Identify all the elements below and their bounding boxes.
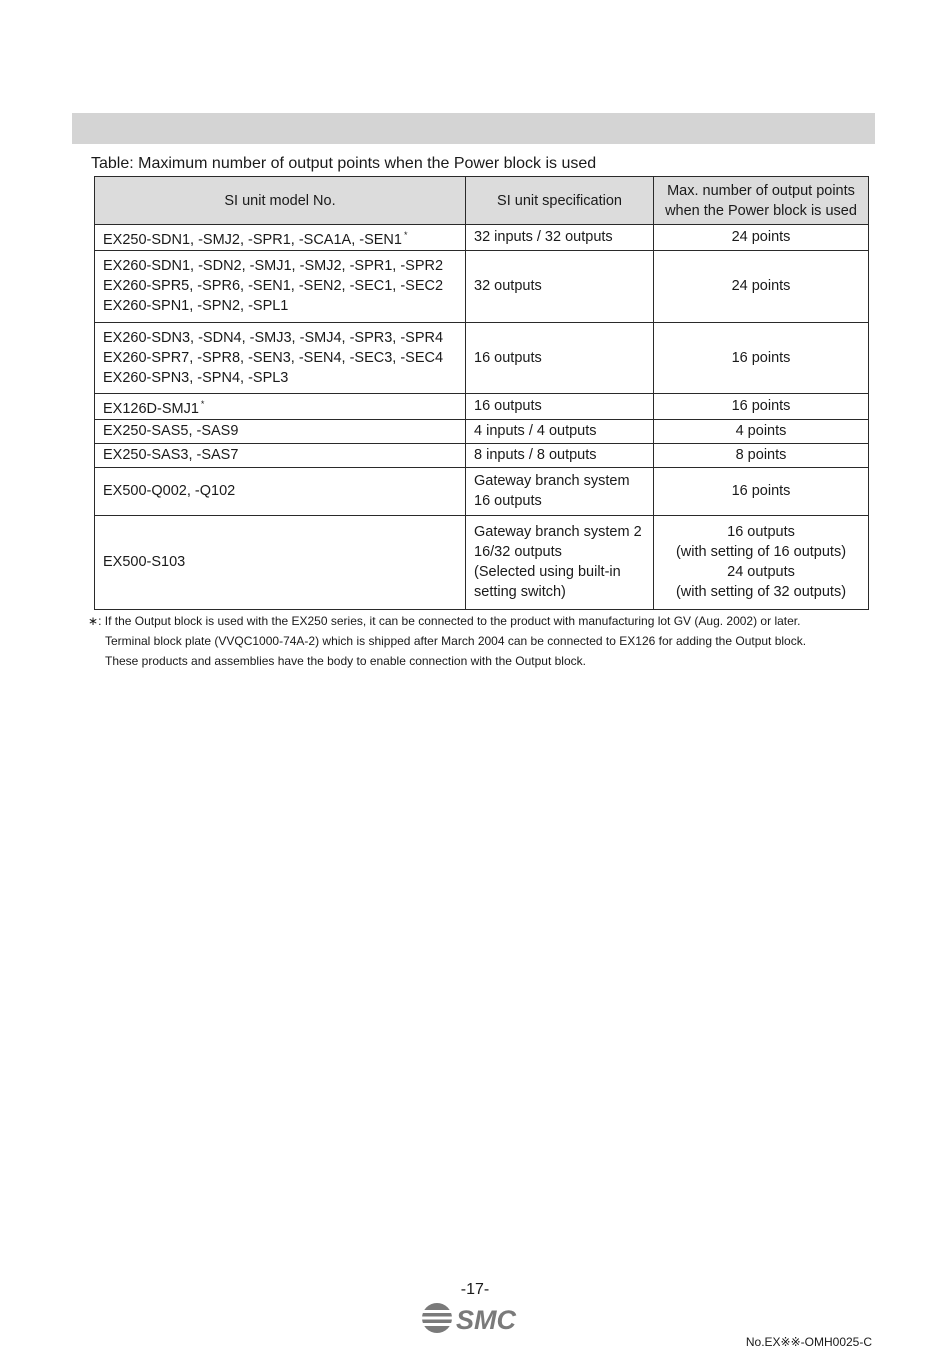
cell-max-points <box>654 443 869 467</box>
cell-spec <box>466 250 654 322</box>
table-row <box>95 225 869 251</box>
cell-model-text: EX500-S103 <box>103 554 186 571</box>
cell-model-text: EX250-SAS3, -SAS7 <box>103 447 239 464</box>
cell-max-points-line <box>662 481 860 501</box>
cell-model-text: EX260-SDN1, -SDN2, -SMJ1, -SMJ2, -SPR1, -SPR2 <box>103 258 444 275</box>
header-spec: SI unit specification <box>466 177 654 225</box>
cell-spec-text: 4 inputs / 4 outputs <box>474 423 597 440</box>
cell-model <box>95 225 466 251</box>
cell-max-points-line <box>662 582 860 602</box>
cell-max-points <box>654 467 869 515</box>
cell-max-points-text: 4 points <box>735 423 787 440</box>
cell-model <box>95 515 466 609</box>
cell-spec-line <box>474 421 645 441</box>
cell-max-points-line <box>662 445 860 465</box>
cell-max-points <box>654 515 869 609</box>
cell-model-text: EX260-SPN1, -SPN2, -SPL1 <box>103 298 289 315</box>
cell-spec-line <box>474 522 645 542</box>
cell-spec-text: 16/32 outputs <box>474 544 562 561</box>
cell-max-points-line <box>662 348 860 368</box>
cell-model-line <box>103 394 457 419</box>
cell-spec-line <box>474 276 645 296</box>
cell-spec-text: 16 outputs <box>474 398 542 415</box>
cell-model <box>95 419 466 443</box>
footnote-marker: ∗ <box>88 614 99 628</box>
cell-max-points-text: 24 points <box>731 278 791 295</box>
cell-spec-line <box>474 445 645 465</box>
cell-max-points <box>654 322 869 393</box>
cell-max-points-line <box>662 542 860 562</box>
cell-model-line <box>103 348 457 368</box>
table-header-row <box>95 177 869 225</box>
cell-spec <box>466 393 654 419</box>
footnote-line <box>88 611 888 631</box>
cell-max-points-line <box>662 562 860 582</box>
cell-spec-text: 32 outputs <box>474 278 542 295</box>
cell-spec-line <box>474 582 645 602</box>
cell-spec-text: Gateway branch system 2 <box>474 524 642 541</box>
cell-model-line <box>103 328 457 348</box>
cell-max-points-text: (with setting of 32 outputs) <box>675 584 847 601</box>
table-row <box>95 467 869 515</box>
table-row <box>95 419 869 443</box>
cell-max-points-text: (with setting of 16 outputs) <box>675 544 847 561</box>
cell-max-points <box>654 250 869 322</box>
cell-model-line <box>103 552 457 572</box>
cell-model-line <box>103 445 457 465</box>
cell-model-line <box>103 368 457 388</box>
cell-model-text: EX126D-SMJ1 <box>103 400 199 417</box>
smc-logo-text: SMC <box>456 1305 516 1335</box>
cell-spec-line <box>474 227 645 247</box>
section-header-band <box>72 113 875 144</box>
cell-max-points-text: 16 outputs <box>727 524 795 541</box>
footnote-mark: * <box>403 230 408 240</box>
table-row <box>95 250 869 322</box>
cell-spec <box>466 419 654 443</box>
footnote-line: These products and assemblies have the body to enable connection with the Output block. <box>105 654 586 668</box>
cell-max-points-line <box>662 227 860 247</box>
footnote-text: : If the Output block is used with the EX250 series, it can be connected to the product with manufacturing lot GV (Aug. 2002) or later. <box>98 614 801 628</box>
footnotes <box>88 611 888 671</box>
cell-max-points-text: 24 points <box>731 229 791 246</box>
cell-model-text: EX260-SPR5, -SPR6, -SEN1, -SEN2, -SEC1, -SEC2 <box>103 278 444 295</box>
header-max-line: when the Power block is used <box>665 202 857 219</box>
cell-spec <box>466 515 654 609</box>
cell-model <box>95 250 466 322</box>
cell-max-points-line <box>662 396 860 416</box>
cell-spec-line <box>474 542 645 562</box>
cell-max-points-text: 24 outputs <box>727 564 795 581</box>
cell-max-points-line <box>662 522 860 542</box>
cell-max-points-text: 8 points <box>735 447 787 464</box>
cell-max-points-text: 16 points <box>731 349 791 366</box>
cell-model-line <box>103 481 457 501</box>
header-max-points <box>654 177 869 225</box>
cell-model-line <box>103 421 457 441</box>
cell-max-points-text: 16 points <box>731 483 791 500</box>
cell-max-points-line <box>662 276 860 296</box>
table-row <box>95 393 869 419</box>
cell-max-points <box>654 225 869 251</box>
table-row <box>95 515 869 609</box>
cell-spec-text: setting switch) <box>474 584 566 601</box>
cell-spec-line <box>474 396 645 416</box>
cell-spec <box>466 443 654 467</box>
cell-max-points <box>654 393 869 419</box>
document-number: No.EX※※-OMH0025-C <box>745 1335 872 1349</box>
cell-spec-text: 32 inputs / 32 outputs <box>474 229 613 246</box>
cell-spec-text: Gateway branch system <box>474 473 630 490</box>
cell-spec <box>466 467 654 515</box>
cell-model-text: EX250-SDN1, -SMJ2, -SPR1, -SCA1A, -SEN1 <box>103 231 402 248</box>
cell-spec-text: 16 outputs <box>474 349 542 366</box>
header-model: SI unit model No. <box>95 177 466 225</box>
footnote-line: Terminal block plate (VVQC1000-74A-2) which is shipped after March 2004 can be connected to EX126 for adding the Output block. <box>105 634 807 648</box>
header-max-line: Max. number of output points <box>667 182 855 199</box>
cell-model-text: EX260-SPN3, -SPN4, -SPL3 <box>103 369 289 386</box>
cell-model <box>95 443 466 467</box>
cell-model-line <box>103 225 457 250</box>
cell-model-text: EX250-SAS5, -SAS9 <box>103 423 239 440</box>
page-number: -17- <box>460 1281 490 1298</box>
cell-model <box>95 393 466 419</box>
cell-spec-line <box>474 471 645 491</box>
cell-model <box>95 322 466 393</box>
table-body <box>95 225 869 610</box>
cell-spec-line <box>474 562 645 582</box>
cell-spec-line <box>474 348 645 368</box>
cell-spec <box>466 225 654 251</box>
table-row <box>95 443 869 467</box>
cell-spec-text: (Selected using built-in <box>474 564 621 581</box>
cell-spec-text: 16 outputs <box>474 493 542 510</box>
cell-spec-line <box>474 491 645 511</box>
cell-model <box>95 467 466 515</box>
cell-max-points-line <box>662 421 860 441</box>
cell-max-points <box>654 419 869 443</box>
cell-model-text: EX500-Q002, -Q102 <box>103 483 236 500</box>
cell-model-line <box>103 296 457 316</box>
cell-model-line <box>103 256 457 276</box>
table-row <box>95 322 869 393</box>
output-points-table <box>94 176 869 610</box>
cell-spec <box>466 322 654 393</box>
smc-logo-mark <box>422 1303 452 1333</box>
cell-model-line <box>103 276 457 296</box>
footnote-mark: * <box>200 398 205 409</box>
table-caption: Table: Maximum number of output points when the Power block is used <box>91 155 597 172</box>
cell-spec-text: 8 inputs / 8 outputs <box>474 447 597 464</box>
cell-model-text: EX260-SPR7, -SPR8, -SEN3, -SEN4, -SEC3, -SEC4 <box>103 349 444 366</box>
cell-model-text: EX260-SDN3, -SDN4, -SMJ3, -SMJ4, -SPR3, -SPR4 <box>103 329 444 346</box>
smc-logo <box>420 1300 530 1336</box>
cell-max-points-text: 16 points <box>731 398 791 415</box>
